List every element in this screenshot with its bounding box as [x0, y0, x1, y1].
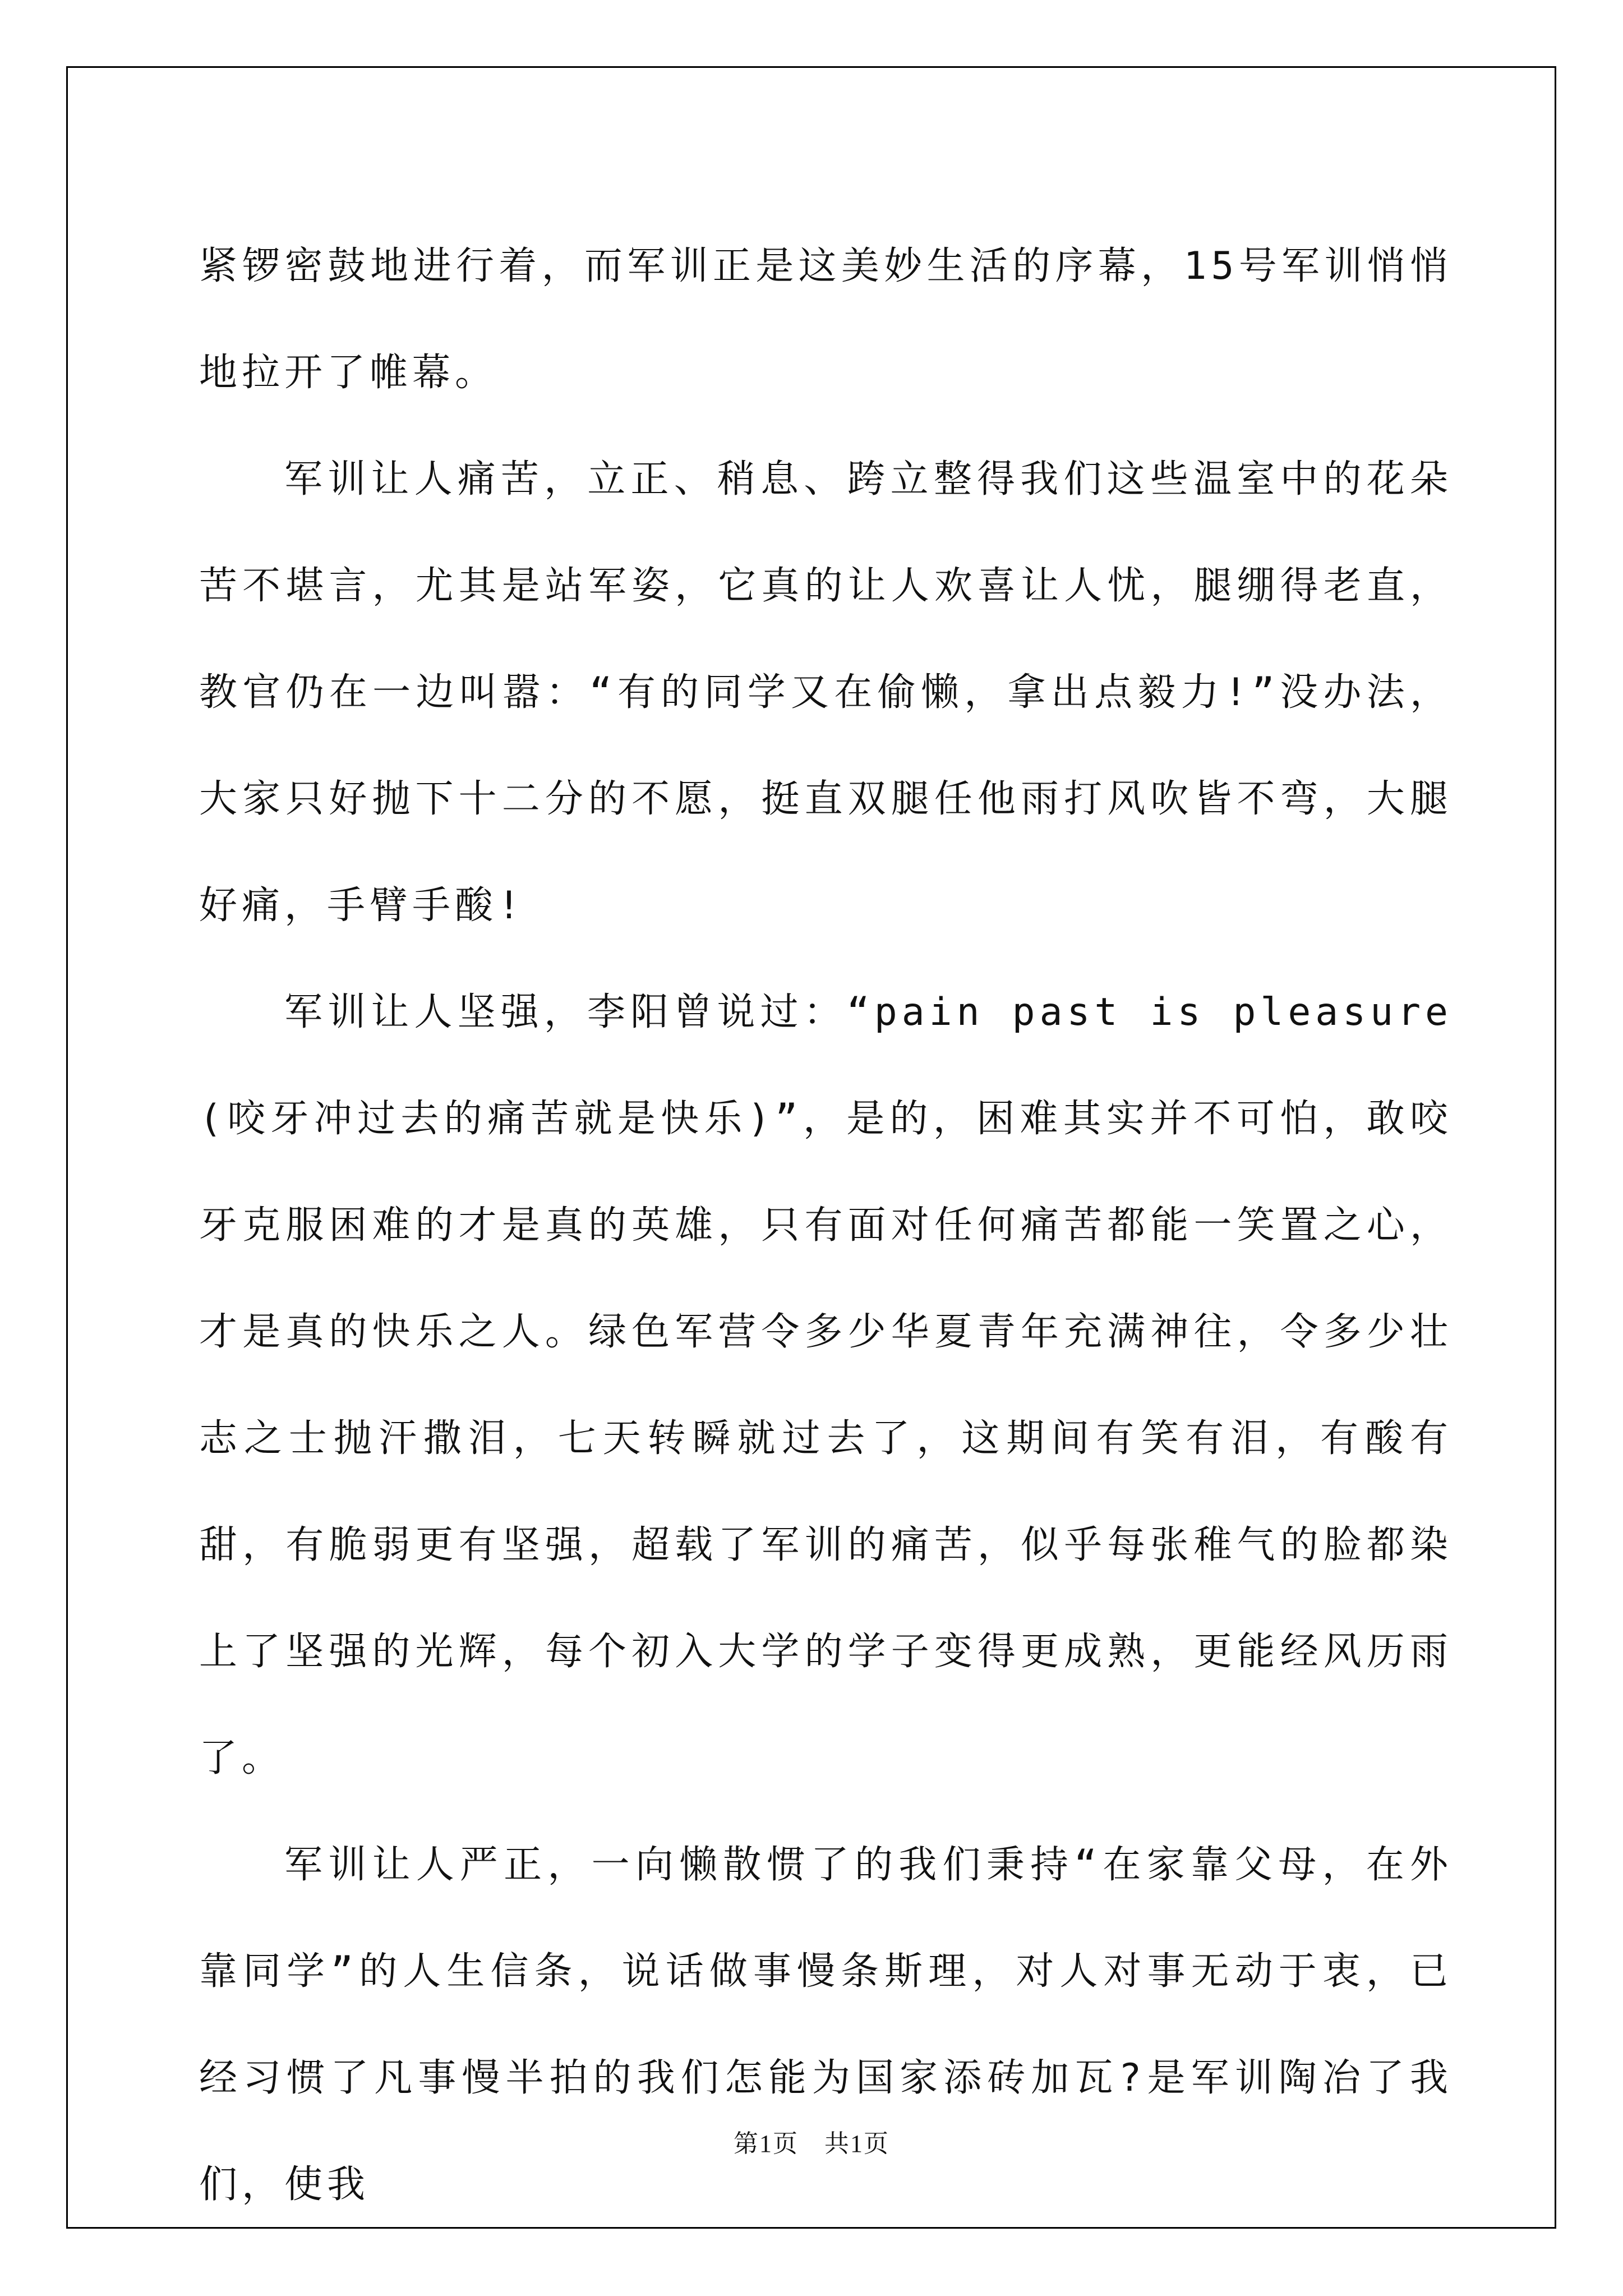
paragraph-1: 紧锣密鼓地进行着，而军训正是这美妙生活的序幕，15号军训悄悄地拉开了帷幕。 — [199, 244, 1453, 395]
paragraph-4: 军训让人严正，一向懒散惯了的我们秉持“在家靠父母，在外靠同学”的人生信条，说话做事慢条斯理，对人对事无动于衷，已经习惯了凡事慢半拍的我们怎能为国家添砖加瓦?是军训陶冶了我们，使我 — [199, 1843, 1453, 2207]
paragraph-2: 军训让人痛苦，立正、稍息、跨立整得我们这些温室中的花朵苦不堪言，尤其是站军姿，它真的让人欢喜让人忧，腿绷得老直，教官仍在一边叫嚣：“有的同学又在偷懒，拿出点毅力!”没办法，大家只好抛下十二分的不愿，挺直双腿任他雨打风吹皆不弯，大腿好痛，手臂手酸! — [199, 457, 1453, 928]
paragraph-3: 军训让人坚强，李阳曾说过：“pain past is pleasure(咬牙冲过去的痛苦就是快乐)”，是的，困难其实并不可怕，敢咬牙克服困难的才是真的英雄，只有面对任何痛苦都能一笑置之心，才是真的快乐之人。绿色军营令多少华夏青年充满神往，令多少壮志之士抛汗撒泪，七天转瞬就过去了，这期间有笑有泪，有酸有甜，有脆弱更有坚强，超载了军训的痛苦，似乎每张稚气的脸都染上了坚强的光辉，每个初入大学的学子变得更成熟，更能经风历雨了。 — [199, 990, 1453, 1780]
page-footer: 第1页 共1页 — [734, 2130, 889, 2157]
document-body — [199, 213, 1453, 2238]
